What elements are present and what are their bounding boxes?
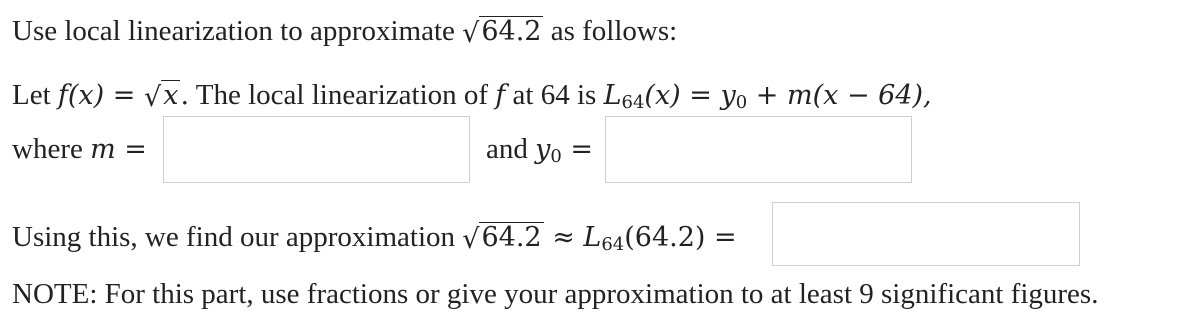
- L-subscript-2: 64: [601, 234, 625, 255]
- L-symbol: L: [603, 80, 622, 111]
- and-text: and: [486, 133, 536, 165]
- y0-answer-input[interactable]: [605, 116, 912, 183]
- at-text: at 64 is: [505, 79, 604, 111]
- period: .: [180, 80, 190, 111]
- sqrt-expression: [462, 16, 543, 49]
- y-subscript: 0: [735, 92, 748, 113]
- radical-sign: √: [143, 82, 162, 113]
- y0-subscript: 0: [550, 146, 562, 167]
- linearization-text: The local linearization of: [189, 79, 496, 111]
- approximation-text: Using this, we find our approximation: [12, 221, 463, 253]
- radicand-2: 64.2: [481, 222, 542, 253]
- instruction-line: [12, 15, 678, 49]
- definition-line: [12, 80, 932, 112]
- y-symbol: y: [535, 134, 551, 165]
- m-equals: m =: [90, 134, 147, 165]
- function-definition: f(x) =: [57, 80, 144, 111]
- L-expression: (x) = y: [644, 80, 736, 111]
- where-line-right: [486, 135, 593, 166]
- sqrt-expression-2: [462, 222, 543, 255]
- where-text: where: [12, 133, 91, 165]
- instruction-suffix: as follows:: [543, 15, 678, 47]
- note-text: NOTE: For this part, use fractions or give your approximation to at least 9 significant figures.: [12, 278, 1099, 310]
- where-line-left: [12, 135, 147, 164]
- m-answer-input[interactable]: [163, 116, 470, 183]
- radicand-x: x: [163, 80, 179, 111]
- sqrt-x: [143, 80, 180, 113]
- L-symbol-2: L: [583, 222, 602, 253]
- radicand: 64.2: [481, 16, 542, 47]
- radical-sign: √: [462, 224, 480, 255]
- approx-sign: ≈: [543, 222, 584, 253]
- L-argument: (64.2) =: [624, 222, 737, 253]
- instruction-text: Use local linearization to approximate: [12, 15, 463, 47]
- let-text: Let: [12, 79, 58, 111]
- y0-equals: =: [561, 134, 594, 165]
- radical-sign: √: [462, 18, 480, 49]
- approximation-line: [12, 222, 737, 254]
- L-subscript: 64: [621, 92, 645, 113]
- function-symbol: f: [495, 80, 506, 111]
- approximation-answer-input[interactable]: [772, 202, 1080, 266]
- linear-expression: + m(x − 64),: [747, 80, 932, 111]
